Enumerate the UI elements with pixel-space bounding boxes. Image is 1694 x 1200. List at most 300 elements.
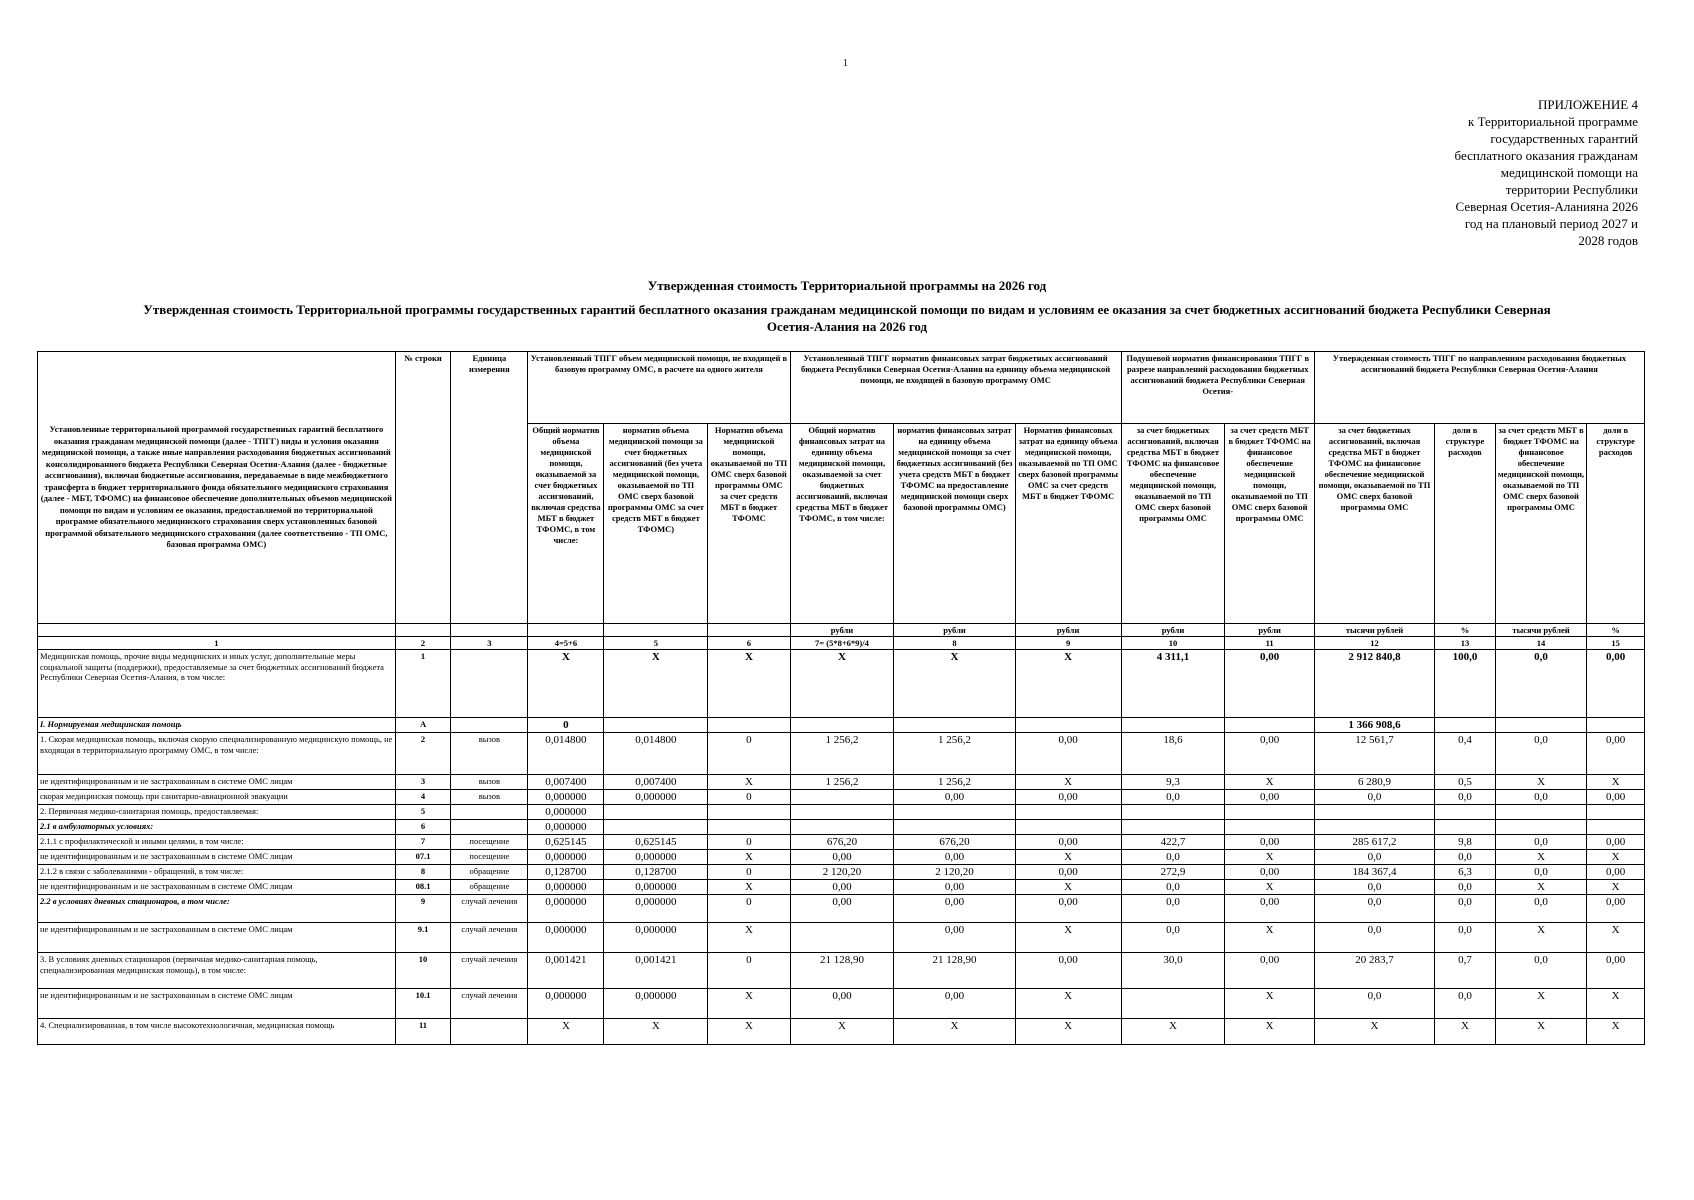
value-cell: 0,0: [1435, 923, 1496, 953]
subheader-col9: Норматив финансовых затрат на единицу объема медицинской помощи, оказываемой по ТП ОМС сверх базовой программы ОМС за счет средств МБТ в бюджет ТФОМС: [1015, 424, 1121, 624]
column-number-cell: 15: [1587, 637, 1645, 650]
value-cell: 0,00: [894, 790, 1015, 805]
unit-cell: [604, 624, 708, 637]
appendix-line: бесплатного оказания гражданам: [1454, 148, 1638, 163]
unit-cell: [395, 624, 451, 637]
value-cell: X: [1495, 1019, 1587, 1045]
value-cell: 0,0: [1435, 790, 1496, 805]
value-cell: 0,000000: [528, 880, 604, 895]
subheader-col7: Общий норматив финансовых затрат на единицу объема медицинской помощи, оказываемой за счет бюджетных ассигнований, включая средства МБТ в бюджет ТФОМС, в том числе:: [790, 424, 894, 624]
value-cell: 0,00: [1225, 733, 1314, 775]
value-cell: [894, 805, 1015, 820]
value-cell: X: [1495, 989, 1587, 1019]
row-number: 2: [395, 733, 451, 775]
header-group-total: Утвержденная стоимость ТПГГ по направлениям расходования бюджетных ассигнований бюджета Республики Северная Осетия-Алания: [1314, 352, 1644, 424]
row-number: 10.1: [395, 989, 451, 1019]
value-cell: [1314, 805, 1434, 820]
value-cell: 0: [708, 790, 790, 805]
subheader-col8: норматив финансовых затрат на единицу объема медицинской помощи за счет бюджетных ассигнований (без учета средств МБТ в бюджет ТФОМС на предоставление медицинской помощи сверх базовой программы ОМС): [894, 424, 1015, 624]
value-cell: X: [1495, 775, 1587, 790]
value-cell: 0,7: [1435, 953, 1496, 989]
column-number-cell: 3: [451, 637, 528, 650]
value-cell: 0,000000: [528, 790, 604, 805]
value-cell: 0,00: [1587, 953, 1645, 989]
value-cell: X: [708, 775, 790, 790]
row-label: скорая медицинская помощь при санитарно-авиационной эвакуации: [38, 790, 396, 805]
value-cell: X: [1225, 989, 1314, 1019]
value-cell: 0,00: [1015, 835, 1121, 850]
subheader-col11: за счет средств МБТ в бюджет ТФОМС на финансовое обеспечение медицинской помощи, оказываемой по ТП ОМС сверх базовой программы ОМС: [1225, 424, 1314, 624]
row-number: 1: [395, 650, 451, 718]
value-cell: 9,8: [1435, 835, 1496, 850]
column-number-cell: 2: [395, 637, 451, 650]
table-row: [38, 775, 1645, 790]
value-cell: 2 120,20: [790, 865, 894, 880]
value-cell: X: [708, 650, 790, 718]
value-cell: 0,00: [1015, 895, 1121, 923]
value-cell: 0,001421: [604, 953, 708, 989]
value-cell: 0,625145: [528, 835, 604, 850]
value-cell: 0,014800: [528, 733, 604, 775]
value-cell: 0,0: [1314, 989, 1434, 1019]
value-cell: X: [790, 1019, 894, 1045]
unit-cell: тысячи рублей: [1314, 624, 1434, 637]
row-label: 2.1 в амбулаторных условиях:: [38, 820, 396, 835]
column-number-cell: 5: [604, 637, 708, 650]
subheader-col4: Общий норматив объема медицинской помощи, оказываемой за счет бюджетных ассигнований, включая средства МБТ в бюджет ТФОМС, в том числе:: [528, 424, 604, 624]
unit-cell: тысячи рублей: [1495, 624, 1587, 637]
row-number: 9.1: [395, 923, 451, 953]
subheader-col10: за счет бюджетных ассигнований, включая средства МБТ в бюджет ТФОМС на финансовое обеспечение медицинской помощи, оказываемой по ТП ОМС сверх базовой программы ОМС: [1121, 424, 1225, 624]
value-cell: 0,00: [894, 850, 1015, 865]
value-cell: 0,00: [1587, 865, 1645, 880]
value-cell: X: [1225, 850, 1314, 865]
value-cell: 0,0: [1121, 895, 1225, 923]
column-number-cell: 9: [1015, 637, 1121, 650]
value-cell: 6,3: [1435, 865, 1496, 880]
value-cell: X: [1587, 923, 1645, 953]
value-cell: X: [1587, 775, 1645, 790]
row-label: 2. Первичная медико-санитарная помощь, предоставляемая:: [38, 805, 396, 820]
value-cell: 0,000000: [604, 850, 708, 865]
cost-table: [37, 351, 1645, 1045]
value-cell: 0,000000: [604, 880, 708, 895]
header-group-cost: Установленный ТПГГ норматив финансовых затрат бюджетных ассигнований бюджета Республики Северная Осетия-Алания на единицу объема медицинской помощи, не входящей в базовую программу ОМС: [790, 352, 1121, 424]
value-cell: 0,0: [1495, 953, 1587, 989]
value-cell: [1015, 820, 1121, 835]
value-cell: [790, 820, 894, 835]
value-cell: X: [1225, 775, 1314, 790]
appendix-line: Северная Осетия-Аланияна 2026: [1455, 199, 1638, 214]
row-label: 4. Специализированная, в том числе высокотехнологичная, медицинская помощь: [38, 1019, 396, 1045]
value-cell: 0,0: [1435, 895, 1496, 923]
value-cell: 0,000000: [528, 989, 604, 1019]
value-cell: 676,20: [790, 835, 894, 850]
value-cell: 0,0: [1121, 790, 1225, 805]
value-cell: 676,20: [894, 835, 1015, 850]
value-cell: 0,4: [1435, 733, 1496, 775]
value-cell: 0,00: [1587, 650, 1645, 718]
value-cell: 0,5: [1435, 775, 1496, 790]
value-cell: [604, 805, 708, 820]
value-cell: 0,0: [1314, 923, 1434, 953]
row-number: 4: [395, 790, 451, 805]
value-cell: [790, 923, 894, 953]
value-cell: X: [1225, 880, 1314, 895]
value-cell: 0,0: [1314, 850, 1434, 865]
value-cell: X: [1495, 850, 1587, 865]
value-cell: 0,00: [790, 880, 894, 895]
value-cell: 0,00: [790, 850, 894, 865]
value-cell: [1495, 820, 1587, 835]
value-cell: [604, 718, 708, 733]
row-number: 07.1: [395, 850, 451, 865]
value-cell: 0,000000: [528, 805, 604, 820]
unit-cell: %: [1435, 624, 1496, 637]
unit-of-measure: посещение: [451, 850, 528, 865]
row-number: 7: [395, 835, 451, 850]
value-cell: 0,0: [1435, 989, 1496, 1019]
value-cell: [894, 718, 1015, 733]
subheader-col14: за счет средств МБТ в бюджет ТФОМС на финансовое обеспечение медицинской помощи, оказываемой по ТП ОМС сверх базовой программы ОМС: [1495, 424, 1587, 624]
value-cell: X: [708, 989, 790, 1019]
table-row: [38, 805, 1645, 820]
value-cell: 0,000000: [604, 790, 708, 805]
value-cell: [1225, 805, 1314, 820]
value-cell: 4 311,1: [1121, 650, 1225, 718]
row-number: 5: [395, 805, 451, 820]
column-number-cell: 10: [1121, 637, 1225, 650]
table-row: [38, 1019, 1645, 1045]
column-number-cell: 14: [1495, 637, 1587, 650]
value-cell: [708, 805, 790, 820]
table-row: [38, 790, 1645, 805]
table-title: Утвержденная стоимость Территориальной программы государственных гарантий бесплатного оказания гражданам медицинской помощи по видам и условиям ее оказания за счет бюджетных ассигнований бюджета Республики Северная Осетия-Алания на 2026 год: [143, 302, 1551, 334]
unit-cell: [38, 624, 396, 637]
value-cell: 21 128,90: [790, 953, 894, 989]
value-cell: 0,0: [1314, 895, 1434, 923]
unit-of-measure: случай лечения: [451, 953, 528, 989]
value-cell: 272,9: [1121, 865, 1225, 880]
row-label: не идентифицированным и не застрахованным в системе ОМС лицам: [38, 880, 396, 895]
value-cell: 6 280,9: [1314, 775, 1434, 790]
value-cell: 0,000000: [528, 895, 604, 923]
value-cell: 0: [708, 895, 790, 923]
column-number-cell: 4=5+6: [528, 637, 604, 650]
value-cell: [1435, 718, 1496, 733]
value-cell: 1 366 908,6: [1314, 718, 1434, 733]
row-label: не идентифицированным и не застрахованным в системе ОМС лицам: [38, 923, 396, 953]
subheader-col6: Норматив объема медицинской помощи, оказываемой по ТП ОМС сверх базовой программы ОМС за счет средств МБТ в бюджет ТФОМС: [708, 424, 790, 624]
value-cell: X: [1015, 775, 1121, 790]
value-cell: 0,00: [894, 895, 1015, 923]
value-cell: 0,00: [1015, 790, 1121, 805]
subheader-col13: доли в структуре расходов: [1435, 424, 1496, 624]
unit-of-measure: случай лечения: [451, 989, 528, 1019]
unit-of-measure: [451, 1019, 528, 1045]
value-cell: 0,00: [1225, 790, 1314, 805]
row-number: 3: [395, 775, 451, 790]
row-label: 2.1.1 с профилактической и иными целями, в том числе:: [38, 835, 396, 850]
appendix-line: территории Республики: [1505, 182, 1638, 197]
value-cell: 0,0: [1435, 850, 1496, 865]
row-number: 11: [395, 1019, 451, 1045]
value-cell: 2 120,20: [894, 865, 1015, 880]
unit-cell: [451, 624, 528, 637]
row-label: Медицинская помощь, прочие виды медицинских и иных услуг, дополнительные меры социальной защиты (поддержки), предоставляемые за счет бюджетных ассигнований бюджета Республики Северная Осетия-Алания, в том числе:: [38, 650, 396, 718]
appendix-line: год на плановый период 2027 и: [1464, 216, 1638, 231]
value-cell: 0,00: [1225, 953, 1314, 989]
value-cell: [1495, 718, 1587, 733]
subheader-col5: норматив объема медицинской помощи за счет бюджетных ассигнований (без учета медицинской помощи, оказываемой по ТП ОМС сверх базовой программы ОМС за счет средств МБТ в бюджет ТФОМС): [604, 424, 708, 624]
value-cell: 0,0: [1314, 880, 1434, 895]
value-cell: 0,0: [1495, 790, 1587, 805]
value-cell: 0: [528, 718, 604, 733]
value-cell: X: [1015, 880, 1121, 895]
value-cell: X: [1121, 1019, 1225, 1045]
unit-cell: рубли: [790, 624, 894, 637]
value-cell: 0,0: [1435, 880, 1496, 895]
value-cell: 0,00: [894, 880, 1015, 895]
page-number: 1: [843, 58, 848, 69]
value-cell: 0,00: [1587, 835, 1645, 850]
row-label: 3. В условиях дневных стационаров (первичная медико-санитарная помощь, специализированная медицинская помощь), в том числе:: [38, 953, 396, 989]
row-label: не идентифицированным и не застрахованным в системе ОМС лицам: [38, 989, 396, 1019]
column-number-cell: 12: [1314, 637, 1434, 650]
value-cell: [1495, 805, 1587, 820]
column-number-cell: 7= (5*8+6*9)/4: [790, 637, 894, 650]
value-cell: 30,0: [1121, 953, 1225, 989]
value-cell: X: [708, 850, 790, 865]
value-cell: X: [708, 923, 790, 953]
value-cell: [604, 820, 708, 835]
value-cell: 0,0: [1121, 880, 1225, 895]
table-row: [38, 865, 1645, 880]
column-number-cell: 8: [894, 637, 1015, 650]
row-number: А: [395, 718, 451, 733]
unit-of-measure: вызов: [451, 790, 528, 805]
value-cell: 184 367,4: [1314, 865, 1434, 880]
value-cell: 0,00: [1225, 865, 1314, 880]
value-cell: [1015, 718, 1121, 733]
value-cell: [1121, 989, 1225, 1019]
value-cell: 2 912 840,8: [1314, 650, 1434, 718]
unit-cell: %: [1587, 624, 1645, 637]
row-number: 08.1: [395, 880, 451, 895]
table-row: [38, 923, 1645, 953]
value-cell: 0,000000: [528, 923, 604, 953]
appendix-line: ПРИЛОЖЕНИЕ 4: [1538, 97, 1638, 112]
value-cell: [1121, 820, 1225, 835]
value-cell: 0,0: [1121, 923, 1225, 953]
value-cell: 0,00: [790, 895, 894, 923]
table-row: [38, 718, 1645, 733]
value-cell: 0,000000: [528, 820, 604, 835]
value-cell: 0,000000: [604, 989, 708, 1019]
value-cell: 1 256,2: [790, 733, 894, 775]
header-group-per-capita: Подушевой норматив финансирования ТПГГ в разрезе направлений расходования бюджетных ассигнований бюджета Республики Северная Осетия-: [1121, 352, 1314, 424]
table-row: [38, 733, 1645, 775]
value-cell: 1 256,2: [894, 775, 1015, 790]
value-cell: 0,0: [1495, 835, 1587, 850]
table-row: [38, 650, 1645, 718]
unit-cell: рубли: [1225, 624, 1314, 637]
unit-of-measure: случай лечения: [451, 923, 528, 953]
value-cell: X: [894, 650, 1015, 718]
value-cell: 0,625145: [604, 835, 708, 850]
row-label: I. Нормируемая медицинская помощь: [38, 718, 396, 733]
unit-cell: рубли: [894, 624, 1015, 637]
value-cell: 0,0: [1495, 733, 1587, 775]
value-cell: 0,00: [894, 923, 1015, 953]
unit-cell: рубли: [1015, 624, 1121, 637]
value-cell: 0,128700: [528, 865, 604, 880]
document-title: Утвержденная стоимость Территориальной программы на 2026 год: [647, 278, 1047, 293]
unit-cell: рубли: [1121, 624, 1225, 637]
value-cell: [1587, 820, 1645, 835]
value-cell: 1 256,2: [894, 733, 1015, 775]
value-cell: 0,007400: [528, 775, 604, 790]
table-row: [38, 880, 1645, 895]
value-cell: 0,00: [1015, 865, 1121, 880]
appendix-line: к Территориальной программе: [1468, 114, 1638, 129]
subheader-col15: доли в структуре расходов: [1587, 424, 1645, 624]
value-cell: [894, 820, 1015, 835]
row-label: 2.1.2 в связи с заболеваниями - обращений, в том числе:: [38, 865, 396, 880]
value-cell: [790, 805, 894, 820]
table-row: [38, 835, 1645, 850]
value-cell: 0,001421: [528, 953, 604, 989]
value-cell: 0,00: [1015, 733, 1121, 775]
value-cell: [1225, 820, 1314, 835]
appendix-line: 2028 годов: [1578, 233, 1638, 248]
value-cell: X: [604, 650, 708, 718]
value-cell: 0,0: [1121, 850, 1225, 865]
value-cell: [1225, 718, 1314, 733]
table-row: [38, 850, 1645, 865]
value-cell: X: [790, 650, 894, 718]
value-cell: X: [1015, 923, 1121, 953]
value-cell: 422,7: [1121, 835, 1225, 850]
row-label: 2.2 в условиях дневных стационаров, в том числе:: [38, 895, 396, 923]
row-number: 10: [395, 953, 451, 989]
unit-of-measure: [451, 650, 528, 718]
column-number-cell: 11: [1225, 637, 1314, 650]
value-cell: X: [1225, 923, 1314, 953]
unit-of-measure: вызов: [451, 775, 528, 790]
table-row: [38, 953, 1645, 989]
header-col3: Единица измерения: [451, 352, 528, 624]
row-number: 6: [395, 820, 451, 835]
unit-of-measure: [451, 820, 528, 835]
value-cell: 21 128,90: [894, 953, 1015, 989]
value-cell: 0,0: [1495, 650, 1587, 718]
value-cell: 0,00: [790, 989, 894, 1019]
value-cell: 0,00: [1225, 650, 1314, 718]
value-cell: 0,00: [1587, 895, 1645, 923]
value-cell: 0,00: [1225, 895, 1314, 923]
value-cell: X: [1495, 923, 1587, 953]
value-cell: X: [528, 1019, 604, 1045]
value-cell: X: [1587, 989, 1645, 1019]
value-cell: 0,0: [1495, 865, 1587, 880]
header-col2: № строки: [395, 352, 451, 624]
appendix-line: государственных гарантий: [1490, 131, 1638, 146]
subheader-col12: за счет бюджетных ассигнований, включая средства МБТ в бюджет ТФОМС на финансовое обеспечение медицинской помощи, оказываемой по ТП ОМС сверх базовой программы ОМС: [1314, 424, 1434, 624]
value-cell: X: [708, 880, 790, 895]
value-cell: 18,6: [1121, 733, 1225, 775]
value-cell: 0,000000: [604, 923, 708, 953]
row-number: 8: [395, 865, 451, 880]
value-cell: 0,00: [1225, 835, 1314, 850]
column-number-cell: 6: [708, 637, 790, 650]
value-cell: 9,3: [1121, 775, 1225, 790]
value-cell: X: [528, 650, 604, 718]
table-row: [38, 895, 1645, 923]
value-cell: [1435, 820, 1496, 835]
value-cell: X: [1225, 1019, 1314, 1045]
value-cell: 0,0: [1495, 895, 1587, 923]
value-cell: 20 283,7: [1314, 953, 1434, 989]
value-cell: [790, 790, 894, 805]
appendix-block: [1418, 96, 1638, 249]
row-label: не идентифицированным и не застрахованным в системе ОМС лицам: [38, 775, 396, 790]
value-cell: 12 561,7: [1314, 733, 1434, 775]
table-row: [38, 989, 1645, 1019]
unit-of-measure: случай лечения: [451, 895, 528, 923]
value-cell: [1587, 805, 1645, 820]
value-cell: 285 617,2: [1314, 835, 1434, 850]
value-cell: 0,0: [1314, 790, 1434, 805]
value-cell: X: [1495, 880, 1587, 895]
value-cell: 0,000000: [528, 850, 604, 865]
header-col1: Установленные территориальной программой государственных гарантий бесплатного оказания гражданам медицинской помощи (далее - ТПГГ) виды и условия оказания медицинской помощи, а также иные направления расходования бюджетных ассигнований консолидированного бюджета Республики Северная Осетия-Алания (далее - бюджетные ассигнования), включая бюджетные ассигнования, передаваемые в виде межбюджетного трансферта в бюджет территориального фонда обязательного медицинского страхования (далее - МБТ, ТФОМС) на финансовое обеспечение дополнительных объемов медицинской помощи по видам и условиям ее оказания, предоставляемой по территориальной программе обязательного медицинского страхования сверх установленных базовой программой обязательного медицинского страхования (далее соответственно - ТП ОМС, базовая программа ОМС): [38, 352, 396, 624]
value-cell: 0,00: [1015, 953, 1121, 989]
value-cell: [708, 820, 790, 835]
value-cell: [1121, 718, 1225, 733]
unit-of-measure: [451, 805, 528, 820]
unit-of-measure: [451, 718, 528, 733]
row-label: не идентифицированным и не застрахованным в системе ОМС лицам: [38, 850, 396, 865]
value-cell: X: [1587, 1019, 1645, 1045]
unit-of-measure: вызов: [451, 733, 528, 775]
value-cell: X: [894, 1019, 1015, 1045]
value-cell: X: [1015, 650, 1121, 718]
value-cell: X: [1015, 989, 1121, 1019]
column-number-cell: 13: [1435, 637, 1496, 650]
value-cell: 0: [708, 865, 790, 880]
value-cell: 0,00: [1587, 790, 1645, 805]
value-cell: X: [1587, 850, 1645, 865]
value-cell: [1314, 820, 1434, 835]
unit-cell: [708, 624, 790, 637]
value-cell: [1121, 805, 1225, 820]
value-cell: X: [1587, 880, 1645, 895]
value-cell: 0: [708, 953, 790, 989]
value-cell: [1587, 718, 1645, 733]
value-cell: 0,000000: [604, 895, 708, 923]
row-label: 1. Скорая медицинская помощь, включая скорую специализированную медицинскую помощь, не входящая в территориальную программу ОМС, в том числе:: [38, 733, 396, 775]
value-cell: [790, 718, 894, 733]
appendix-line: медицинской помощи на: [1500, 165, 1638, 180]
value-cell: [1015, 805, 1121, 820]
unit-of-measure: обращение: [451, 880, 528, 895]
value-cell: 100,0: [1435, 650, 1496, 718]
value-cell: X: [1015, 850, 1121, 865]
value-cell: 1 256,2: [790, 775, 894, 790]
value-cell: 0,00: [894, 989, 1015, 1019]
value-cell: 0,014800: [604, 733, 708, 775]
